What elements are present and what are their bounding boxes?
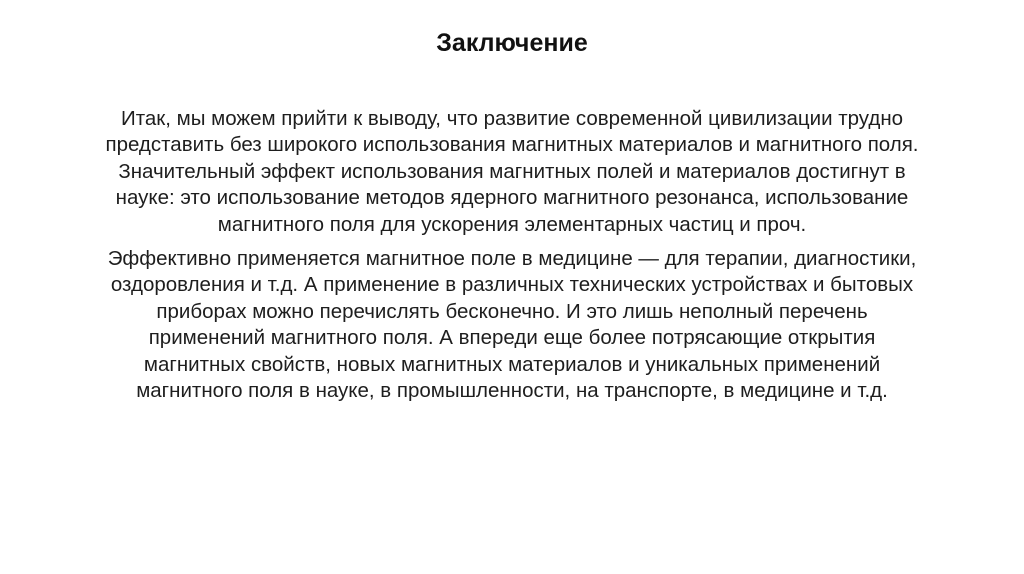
paragraph-applications: Эффективно применяется магнитное поле в медицине — для терапии, диагностики, оздоровления и т.д. А применение в различных технических устройствах и бытовых приборах можно перечислять бесконечно. И это лишь неполный перечень применений магнитного поля. А впереди еще более потрясающие открытия магнитных свойств, новых магнитных материалов и уникальных применений магнитного поля в науке, в промышленности, на транспорте, в медицине и т.д.: [107, 247, 917, 403]
slide-body: [100, 106, 924, 404]
slide-title: Заключение: [436, 29, 588, 57]
paragraph-conclusion: Итак, мы можем прийти к выводу, что развитие современной цивилизации трудно представить без широкого использования магнитных материалов и магнитного поля. Значительный эффект использования магнитных полей и материалов достигнут в науке: это использование методов ядерного магнитного резонанса, использование магнитного поля для ускорения элементарных частиц и проч.: [105, 107, 919, 236]
